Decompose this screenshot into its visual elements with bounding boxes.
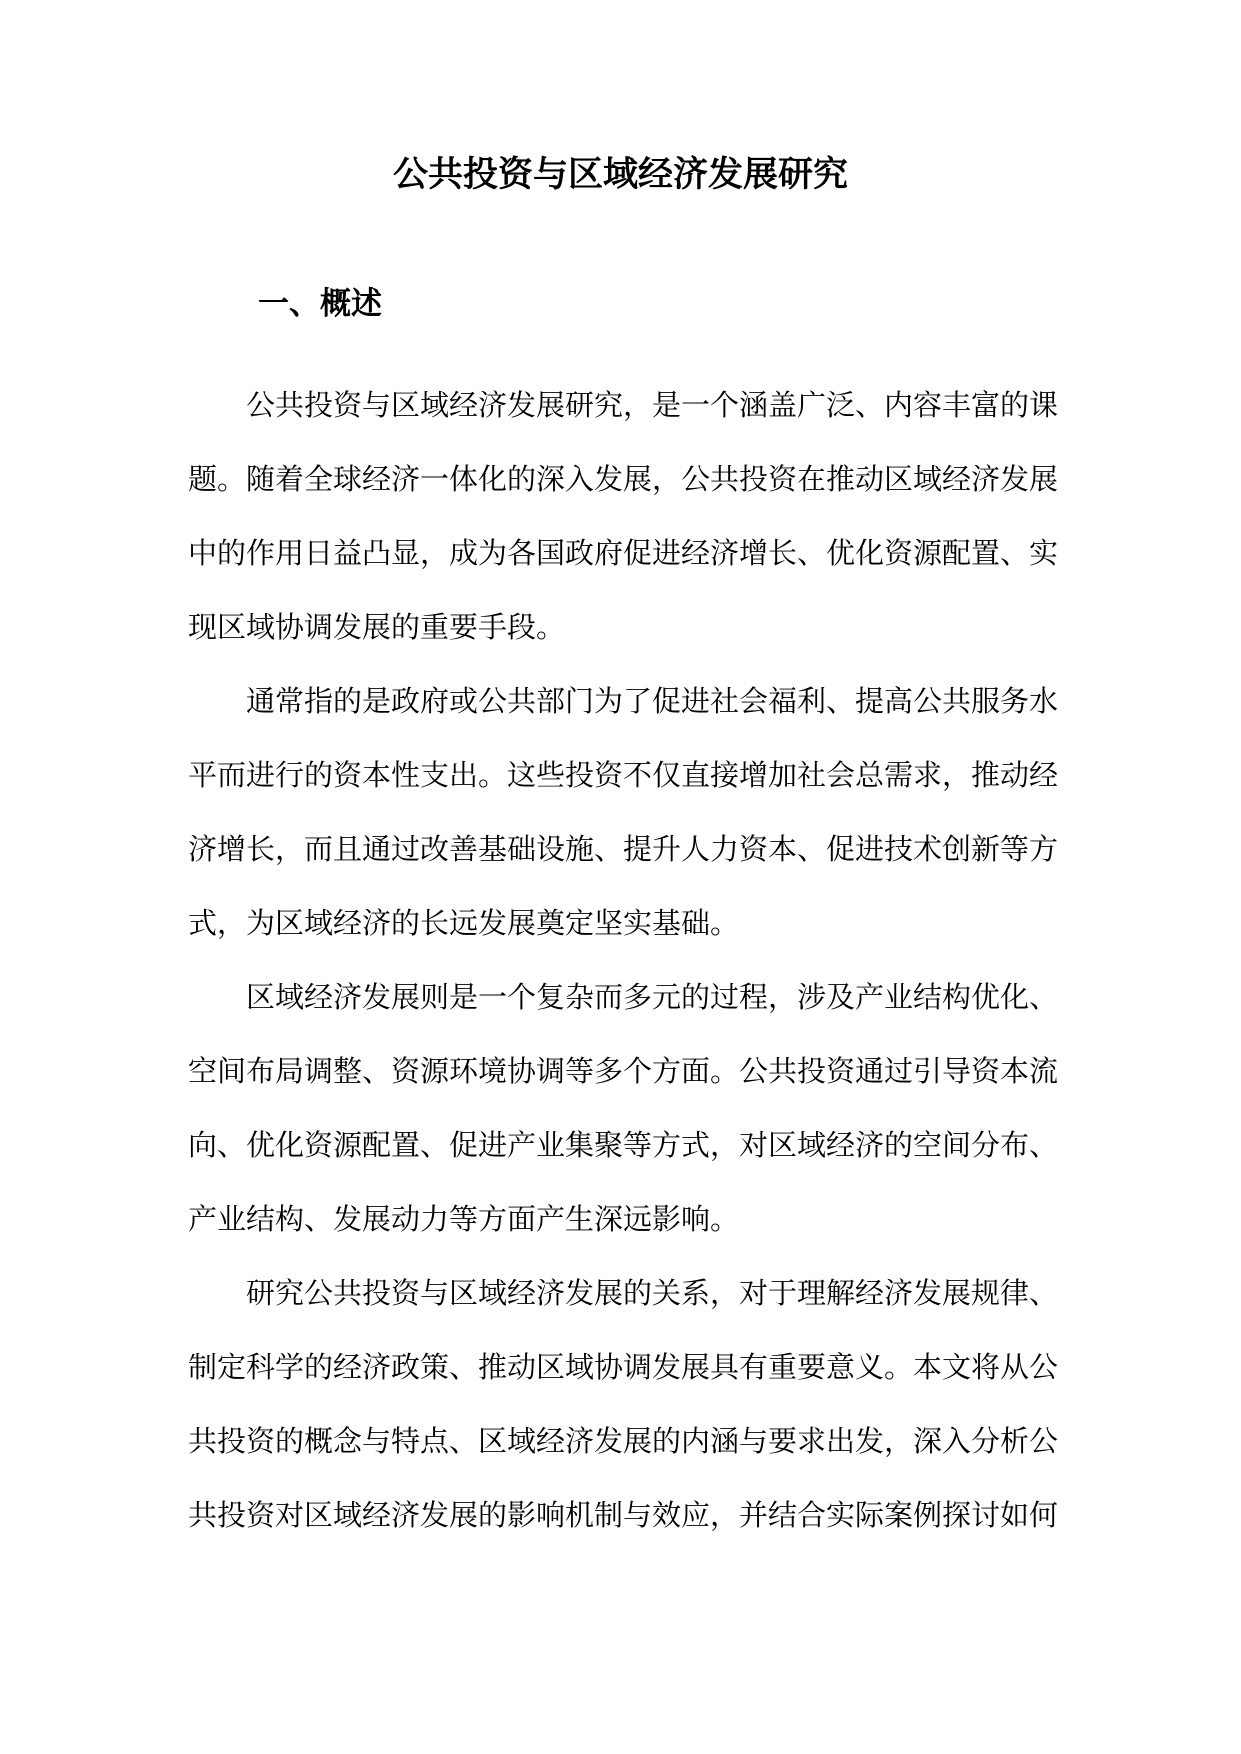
paragraph-3 — [188, 960, 1068, 1256]
paragraph-line: 制定科学的经济政策、推动区域协调发展具有重要意义。本文将从公 — [188, 1350, 1059, 1384]
paragraph-line: 共投资对区域经济发展的影响机制与效应，并结合实际案例探讨如何 — [188, 1498, 1059, 1532]
section-heading: 一、概述 — [258, 286, 382, 322]
paragraph-line: 区域经济发展则是一个复杂而多元的过程，涉及产业结构优化、 — [246, 980, 1059, 1014]
body-text — [188, 368, 1068, 1552]
paragraph-line: 向、优化资源配置、促进产业集聚等方式，对区域经济的空间分布、 — [188, 1128, 1059, 1162]
paragraph-line: 研究公共投资与区域经济发展的关系，对于理解经济发展规律、 — [246, 1276, 1059, 1310]
paragraph-line: 式，为区域经济的长远发展奠定坚实基础。 — [188, 906, 740, 940]
paragraph-line: 现区域协调发展的重要手段。 — [188, 610, 566, 644]
paragraph-line: 题。随着全球经济一体化的深入发展，公共投资在推动区域经济发展 — [188, 462, 1059, 496]
paragraph-2 — [188, 664, 1068, 960]
paragraph-4 — [188, 1256, 1068, 1552]
document-title: 公共投资与区域经济发展研究 — [392, 155, 848, 195]
paragraph-line: 中的作用日益凸显，成为各国政府促进经济增长、优化资源配置、实 — [188, 536, 1059, 570]
paragraph-line: 平而进行的资本性支出。这些投资不仅直接增加社会总需求，推动经 — [188, 758, 1059, 792]
paragraph-line: 济增长，而且通过改善基础设施、提升人力资本、促进技术创新等方 — [188, 832, 1059, 866]
paragraph-line: 通常指的是政府或公共部门为了促进社会福利、提高公共服务水 — [246, 684, 1059, 718]
paragraph-line: 空间布局调整、资源环境协调等多个方面。公共投资通过引导资本流 — [188, 1054, 1059, 1088]
paragraph-line: 产业结构、发展动力等方面产生深远影响。 — [188, 1202, 740, 1236]
paragraph-line: 共投资的概念与特点、区域经济发展的内涵与要求出发，深入分析公 — [188, 1424, 1059, 1458]
paragraph-line: 公共投资与区域经济发展研究，是一个涵盖广泛、内容丰富的课 — [246, 388, 1059, 422]
paragraph-1 — [188, 368, 1068, 664]
